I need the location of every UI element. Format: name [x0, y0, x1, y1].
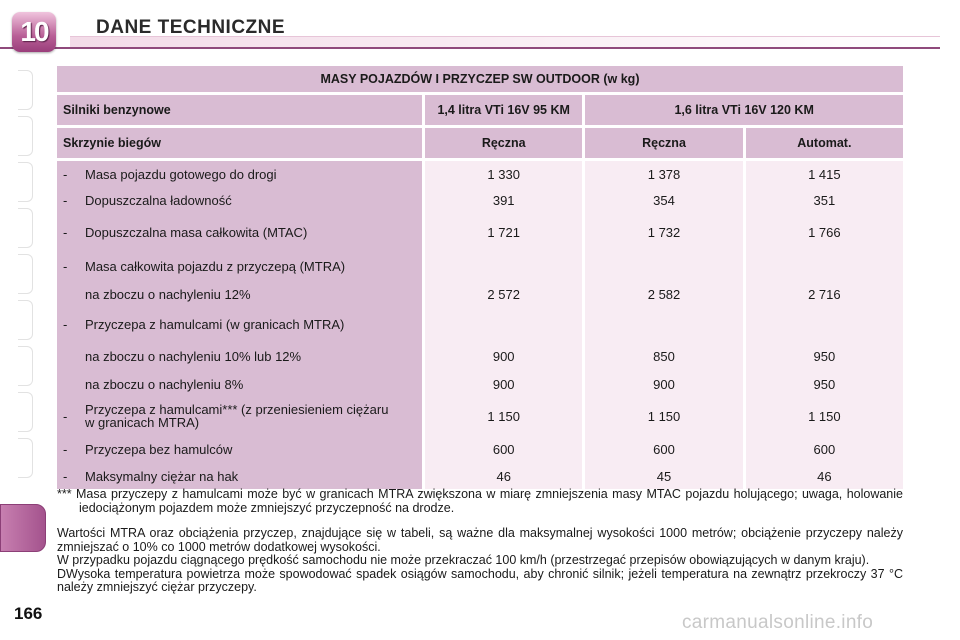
table-cell: 2 572 [487, 286, 520, 302]
table-cell: 351 [813, 192, 836, 208]
table-cell [431, 251, 576, 281]
row-label-text: na zboczu o nachyleniu 8% [85, 376, 244, 392]
table-cell [431, 307, 576, 341]
table-cell: 1 415 [808, 166, 841, 182]
header-rule [0, 47, 940, 49]
row-labels [57, 161, 422, 489]
chapter-tab[interactable] [18, 162, 33, 202]
table-cell: 391 [492, 192, 515, 208]
row-bullet: - [63, 408, 68, 424]
chapter-badge: 10 [12, 12, 56, 52]
gearbox-3: Automat. [746, 128, 903, 158]
column-values-1 [425, 161, 582, 489]
page-title: DANE TECHNICZNE [96, 17, 286, 38]
note-speed: W przypadku pojazdu ciągnącego prędkość samochodu nie może przekraczać 100 km/h (przestrzegać przepisów obowiązujących w danym kraju). [57, 553, 870, 567]
table-cell: 600 [492, 441, 515, 457]
table-cell: 2 716 [808, 286, 841, 302]
page-number: 166 [14, 604, 43, 623]
chapter-tab[interactable] [18, 346, 33, 386]
row-label [63, 307, 416, 341]
table-cell [752, 307, 897, 341]
row-bullet: - [63, 316, 68, 332]
table-cell: 354 [653, 192, 675, 208]
note-altitude: Wartości MTRA oraz obciążenia przyczep, znajdujące się w tabeli, są ważne dla maksymalnej wysokości 1000 metrów; obciążenie przyczepy należy zmniejszać o 10% co 1000 metrów dodatkowej wysokości. [57, 526, 903, 554]
row-label [63, 341, 416, 371]
table-cell: 1 721 [487, 224, 520, 240]
row-bullet: - [63, 166, 68, 182]
table-cell: 850 [653, 348, 675, 364]
row-label [63, 371, 416, 397]
row-bullet: - [63, 224, 68, 240]
column-values-2 [585, 161, 742, 489]
table-cell: 1 150 [647, 408, 681, 424]
row-label [63, 187, 416, 213]
table-cell: 900 [653, 376, 675, 392]
engine-2: 1,6 litra VTi 16V 120 KM [585, 95, 903, 125]
chapter-tab[interactable] [18, 70, 33, 110]
gearbox-label: Skrzynie biegów [57, 128, 422, 158]
chapter-tab[interactable] [18, 392, 33, 432]
notes [57, 488, 903, 595]
table-cell: 600 [653, 441, 675, 457]
table-cell: 1 150 [487, 408, 520, 424]
table-cell: 1 378 [647, 166, 681, 182]
row-label-text: Masa pojazdu gotowego do drogi [85, 166, 277, 182]
row-label-text: Maksymalny ciężar na hak [85, 468, 239, 484]
gearbox-2: Ręczna [585, 128, 742, 158]
table-cell: 1 732 [647, 224, 681, 240]
row-bullet: - [63, 258, 68, 274]
table-cell [591, 251, 736, 281]
footnote: *** Masa przyczepy z hamulcami może być w granicach MTRA zwiększona w miarę zmniejszenia masy MTAC pojazdu holującego; uwaga, holowanie iedociążonym pojazdem może zmniejszyć przyczepność na drodze. [57, 487, 903, 515]
row-label-text: na zboczu o nachyleniu 10% lub 12% [85, 348, 302, 364]
table-cell: 900 [492, 376, 515, 392]
chapter-tab[interactable] [18, 438, 33, 478]
row-label-text: Przyczepa z hamulcami (w granicach MTRA) [85, 316, 345, 332]
engine-1: 1,4 litra VTi 16V 95 KM [425, 95, 582, 125]
row-label [63, 161, 416, 187]
row-label [63, 213, 416, 251]
row-label [63, 463, 416, 489]
chapter-tabs [0, 60, 34, 580]
table-cell [752, 251, 897, 281]
table-cell: 900 [492, 348, 515, 364]
gearbox-1: Ręczna [425, 128, 582, 158]
row-label-text: Dopuszczalna masa całkowita (MTAC) [85, 224, 308, 240]
column-values-3 [746, 161, 903, 489]
table-cell: 46 [817, 468, 832, 484]
row-label-text: Przyczepa z hamulcami*** (z przeniesieniem ciężaru w granicach MTRA) [85, 402, 389, 430]
row-bullet: - [63, 468, 68, 484]
table-cell: 45 [656, 468, 672, 484]
table-cell: 950 [813, 348, 836, 364]
chapter-tab[interactable] [18, 300, 33, 340]
watermark: carmanualsonline.info [682, 612, 874, 633]
row-label [63, 251, 416, 281]
row-label-text: Dopuszczalna ładowność [85, 192, 232, 208]
mass-table [57, 63, 903, 492]
table-cell: 950 [813, 376, 836, 392]
note-temperature: DWysoka temperatura powietrza może spowodować spadek osiągów samochodu, aby chronić silnik; jeżeli temperatura na zewnątrz przekroczy 37 °C należy zmniejszyć ciężar przyczepy. [57, 566, 903, 594]
row-bullet: - [63, 441, 68, 457]
chapter-tab-active[interactable] [0, 504, 46, 552]
table-cell: 1 766 [808, 224, 841, 240]
chapter-tab[interactable] [18, 208, 33, 248]
page-header [0, 0, 960, 56]
chapter-tab[interactable] [18, 116, 33, 156]
table-cell: 2 582 [647, 286, 681, 302]
row-label [63, 435, 416, 463]
chapter-tab[interactable] [18, 254, 33, 294]
row-label [63, 281, 416, 307]
table-cell: 1 150 [808, 408, 841, 424]
table-cell: 1 330 [487, 166, 520, 182]
table-cell: 46 [496, 468, 511, 484]
table-caption: MASY POJAZDÓW I PRZYCZEP SW OUTDOOR (w kg) [57, 66, 903, 92]
row-label-text: Masa całkowita pojazdu z przyczepą (MTRA) [85, 258, 346, 274]
row-bullet: - [63, 192, 68, 208]
table-cell: 600 [813, 441, 836, 457]
row-label-text: Przyczepa bez hamulców [85, 441, 233, 457]
row-label [63, 397, 416, 435]
engine-label: Silniki benzynowe [57, 95, 422, 125]
row-label-text: na zboczu o nachyleniu 12% [85, 286, 251, 302]
table-cell [591, 307, 736, 341]
